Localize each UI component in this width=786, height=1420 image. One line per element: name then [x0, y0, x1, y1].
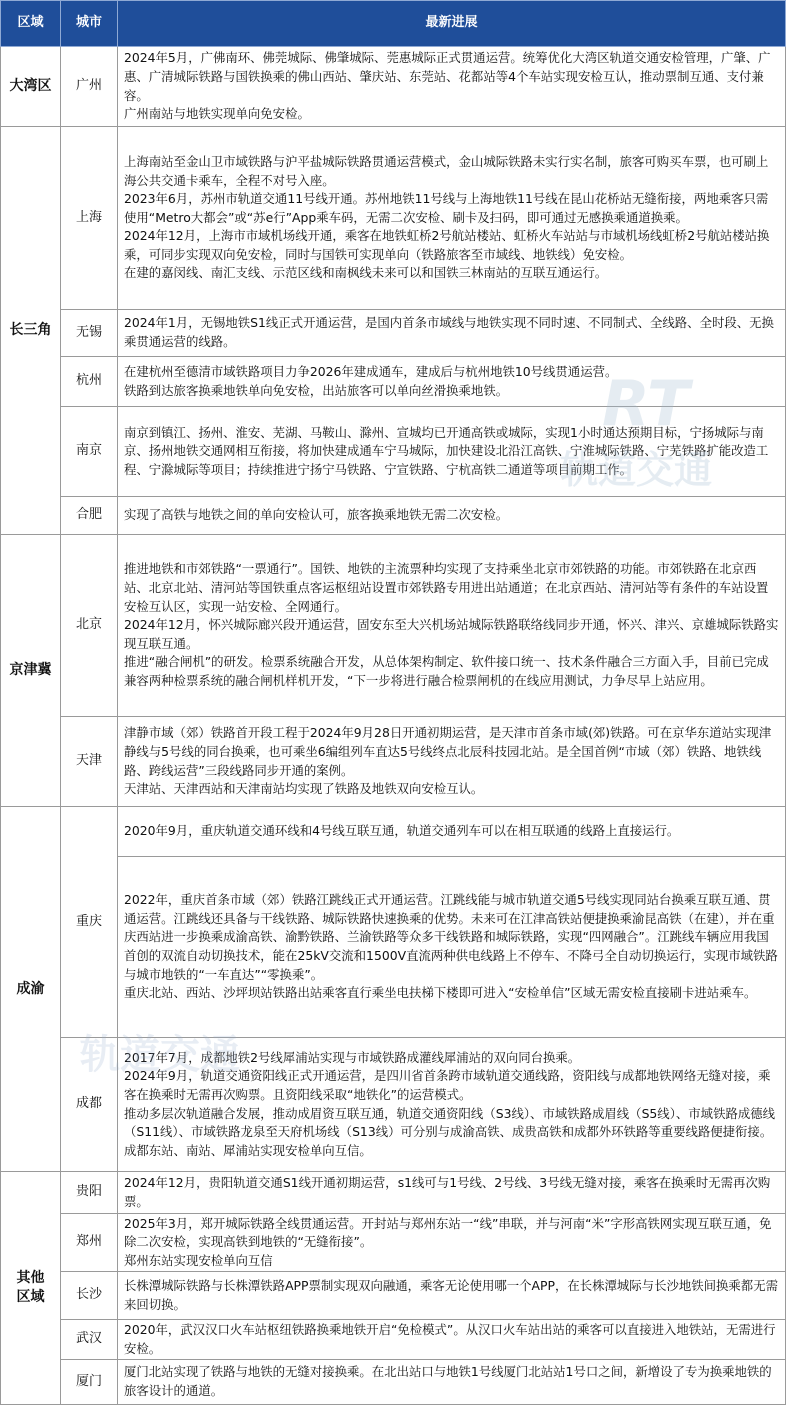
progress-cell — [118, 807, 786, 857]
progress-paragraph: 2020年9月，重庆轨道交通环线和4号线互联互通，轨道交通列车可以在相互联通的线路上直接运行。 — [124, 823, 680, 839]
city-cell: 北京 — [61, 535, 118, 717]
city-cell: 武汉 — [61, 1320, 118, 1360]
progress-cell — [118, 717, 786, 807]
progress-cell — [118, 1360, 786, 1405]
progress-paragraph: 推进地铁和市郊铁路“一票通行”。国铁、地铁的主流票种均实现了支持乘坐北京市郊铁路的功能。市郊铁路在北京西站、北京北站、清河站等国铁重点客运枢纽站设置市郊铁路专用进出站通道；在北京西站、清河站等有条件的车站设置安检互认区，实现一站安检、全网通行。 — [124, 561, 769, 614]
progress-paragraph: 2017年7月，成都地铁2号线犀浦站实现与市域铁路成灌线犀浦站的双向同台换乘。 — [124, 1049, 581, 1065]
progress-cell — [118, 407, 786, 497]
progress-paragraph: 厦门北站实现了铁路与地铁的无缝对接换乘。在北出站口与地铁1号线厦门北站站1号口之间，新增设了专为换乘地铁的旅客设计的通道。 — [124, 1364, 772, 1398]
region-cell — [1, 1172, 61, 1405]
progress-paragraph: 2024年12月，贵阳轨道交通S1线开通初期运营，s1线可与1号线、2号线、3号线无缝对接，乘客在换乘时无需再次购票。 — [124, 1174, 771, 1209]
progress-paragraph: 在建杭州至德清市域铁路项目力争2026年建成通车，建成后与杭州地铁10号线贯通运营。 — [124, 363, 618, 379]
header-region: 区域 — [1, 1, 61, 47]
table-row — [1, 1214, 786, 1272]
progress-cell — [118, 535, 786, 717]
progress-paragraph: 重庆北站、西站、沙坪坝站铁路出站乘客直行乘坐电扶梯下楼即可进入“安检单信”区域无需安检直接刷卡进站乘车。 — [124, 985, 757, 1001]
city-cell: 上海 — [61, 127, 118, 310]
city-cell: 合肥 — [61, 497, 118, 535]
table-row — [1, 1272, 786, 1320]
city-cell: 杭州 — [61, 357, 118, 407]
city-cell: 郑州 — [61, 1214, 118, 1272]
progress-paragraph: 上海南站至金山卫市域铁路与沪平盐城际铁路贯通运营模式，金山城际铁路未实行实名制，旅客可购买车票，也可刷上海公共交通卡乘车，全程不对号入座。 — [124, 153, 769, 188]
region-cell: 长三角 — [1, 127, 61, 535]
progress-cell — [118, 1272, 786, 1320]
table-row — [1, 357, 786, 407]
progress-cell — [118, 127, 786, 310]
region-cell: 大湾区 — [1, 47, 61, 127]
table-row — [1, 717, 786, 807]
table-row — [1, 497, 786, 535]
table-row — [1, 310, 786, 357]
progress-paragraph: 实现了高铁与地铁之间的单向安检认可，旅客换乘地铁无需二次安检。 — [124, 507, 509, 523]
progress-paragraph: 2024年5月，广佛南环、佛莞城际、佛肇城际、莞惠城际正式贯通运营。统筹优化大湾区轨道交通安检管理，广肇、广惠、广清城际铁路与国铁换乘的佛山西站、肇庆站、东莞站、花都站等4个车站实现安检互认，推动票制互通、支付兼容。 — [124, 50, 771, 103]
progress-cell — [118, 1214, 786, 1272]
progress-paragraph: 2022年，重庆首条市域（郊）铁路江跳线正式开通运营。江跳线能与城市轨道交通5号线实现同站台换乘互联互通、贯通运营。江跳线还具备与干线铁路、城际铁路快速换乘的优势。未来可在江津高铁站便捷换乘渝昆高铁（在建），并在重庆西站进一步换乘成渝高铁、渝黔铁路、兰渝铁路等众多干线铁路和城际铁路，实现“四网融合”。江跳线车辆应用我国首创的双流自动切换技术，能在25kV交流和1500V直流两种供电线路上不停车、不降弓全自动切换运行，实现市域铁路与城市地铁的“一车直达”“零换乘”。 — [124, 892, 778, 982]
progress-cell — [118, 310, 786, 357]
progress-paragraph: 南京到镇江、扬州、淮安、芜湖、马鞍山、滁州、宣城均已开通高铁或城际，实现1小时通达预期目标，宁扬城际与南京、扬州地铁交通网相互衔接，将加快建成通车宁马城际，加快建设北沿江高铁、宁淮城际铁路、宁芜铁路扩能改造工程、宁滁城际等项目；持续推进宁扬宁马铁路、宁宣铁路、宁杭高铁二通道等项目前期工作。 — [124, 424, 769, 477]
progress-paragraph: 2024年9月，轨道交通资阳线正式开通运营，是四川省首条跨市域轨道交通线路，资阳线与成都地铁网络无缝对接，乘客在换乘时无需再次购票。且资阳线采取“地铁化”的运营模式。 — [124, 1068, 771, 1102]
progress-paragraph: 在建的嘉闵线、南汇支线、示范区线和南枫线未来可以和国铁三林南站的互联互通运行。 — [124, 265, 608, 281]
watermark-logo-text: 轨道交通 — [560, 448, 713, 492]
progress-cell — [118, 357, 786, 407]
watermark-logo-text-2: 轨道交通 — [80, 1032, 240, 1078]
city-cell: 无锡 — [61, 310, 118, 357]
progress-cell — [118, 1038, 786, 1172]
city-cell: 广州 — [61, 47, 118, 127]
progress-paragraph: 2025年3月，郑开城际铁路全线贯通运营。开封站与郑州东站一“线”串联，并与河南“米”字形高铁网实现互联互通，免除二次安检，实现高铁到地铁的“无缝衔接”。 — [124, 1215, 772, 1250]
table-row — [1, 1360, 786, 1405]
progress-cell — [118, 1172, 786, 1214]
progress-paragraph: 推动多层次轨道融合发展，推动成眉资互联互通，轨道交通资阳线（S3线）、市域铁路成眉线（S5线）、市域铁路成德线（S11线）、市域铁路龙泉至天府机场线（S13线）可分别与成渝高铁、成贵高铁和成都外环铁路等重要线路便捷衔接。 — [124, 1105, 776, 1140]
header-row — [1, 1, 786, 47]
table-row — [1, 1320, 786, 1360]
progress-paragraph: 2024年12月，怀兴城际廊兴段开通运营，固安东至大兴机场站城际铁路联络线同步开通，怀兴、津兴、京雄城际铁路实现互联互通。 — [124, 617, 779, 651]
progress-paragraph: 郑州东站实现安检单向互信 — [124, 1252, 273, 1268]
progress-paragraph: 2024年12月，上海市市域机场线开通，乘客在地铁虹桥2号航站楼站、虹桥火车站站与市域机场线虹桥2号航站楼站换乘，可同步实现双向免安检，同时与国铁可实现单向（铁路旅客至市域线、地铁线）免安检。 — [124, 228, 770, 262]
progress-paragraph: 2023年6月，苏州市轨道交通11号线开通。苏州地铁11号线与上海地铁11号线在昆山花桥站无缝衔接，两地乘客只需使用“Metro大都会”或“苏e行”App乘车码，无需二次安检、刷卡及扫码，即可通过无感换乘通道换乘。 — [124, 191, 769, 225]
watermark-logo: RT — [602, 367, 690, 440]
table-row — [1, 1038, 786, 1172]
region-cell: 京津冀 — [1, 535, 61, 807]
city-cell: 厦门 — [61, 1360, 118, 1405]
progress-paragraph: 成都东站、南站、犀浦站实现安检单向互信。 — [124, 1142, 372, 1158]
progress-paragraph: 广州南站与地铁实现单向免安检。 — [124, 106, 310, 122]
progress-paragraph: 2020年，武汉汉口火车站枢纽铁路换乘地铁开启“免检模式”。从汉口火车站出站的乘客可以直接进入地铁站，无需进行安检。 — [124, 1321, 776, 1356]
progress-paragraph: 铁路到达旅客换乘地铁单向免安检，出站旅客可以单向丝滑换乘地铁。 — [124, 382, 509, 398]
table-row — [1, 407, 786, 497]
progress-cell — [118, 497, 786, 535]
city-cell: 长沙 — [61, 1272, 118, 1320]
progress-cell — [118, 1320, 786, 1360]
table-row — [1, 47, 786, 127]
region-label: 其他区域 — [16, 1270, 45, 1305]
table-row — [1, 535, 786, 717]
progress-paragraph: 推进“融合闸机”的研发。检票系统融合开发，从总体架构制定、软件接口统一、技术条件融合三方面入手，目前已完成兼容两种检票系统的融合闸机样机开发，“下一步将进行融合检票闸机的在线应用测试，力争尽早上站应用。 — [124, 654, 769, 688]
table-row — [1, 857, 786, 1038]
progress-paragraph: 天津站、天津西站和天津南站均实现了铁路及地铁双向安检互认。 — [124, 781, 484, 797]
region-cell: 成渝 — [1, 807, 61, 1172]
progress-cell — [118, 857, 786, 1038]
table-row — [1, 127, 786, 310]
progress-paragraph: 长株潭城际铁路与长株潭铁路APP票制实现双向融通，乘客无论使用哪一个APP，在长株潭城际与长沙地铁间换乘都无需来回切换。 — [124, 1277, 778, 1312]
progress-paragraph: 2024年1月，无锡地铁S1线正式开通运营，是国内首条市域线与地铁实现不同时速、不同制式、全线路、全时段、无换乘贯通运营的线路。 — [124, 315, 774, 349]
city-cell: 贵阳 — [61, 1172, 118, 1214]
table-body — [1, 47, 786, 1405]
city-cell: 南京 — [61, 407, 118, 497]
table-row — [1, 1172, 786, 1214]
city-cell: 天津 — [61, 717, 118, 807]
header-progress: 最新进展 — [118, 1, 786, 47]
city-cell: 成都 — [61, 1038, 118, 1172]
table-row — [1, 807, 786, 857]
progress-cell — [118, 47, 786, 127]
city-cell: 重庆 — [61, 807, 118, 1038]
progress-paragraph: 津静市域（郊）铁路首开段工程于2024年9月28日开通初期运营，是天津市首条市域(郊)铁路。可在京华东道站实现津静线与5号线的同台换乘，也可乘坐6编组列车直达5号线终点北辰科技园北站。是全国首例“市域（郊）铁路、地铁线路、跨线运营”三段线路同步开通的案例。 — [124, 725, 772, 778]
header-city: 城市 — [61, 1, 118, 47]
